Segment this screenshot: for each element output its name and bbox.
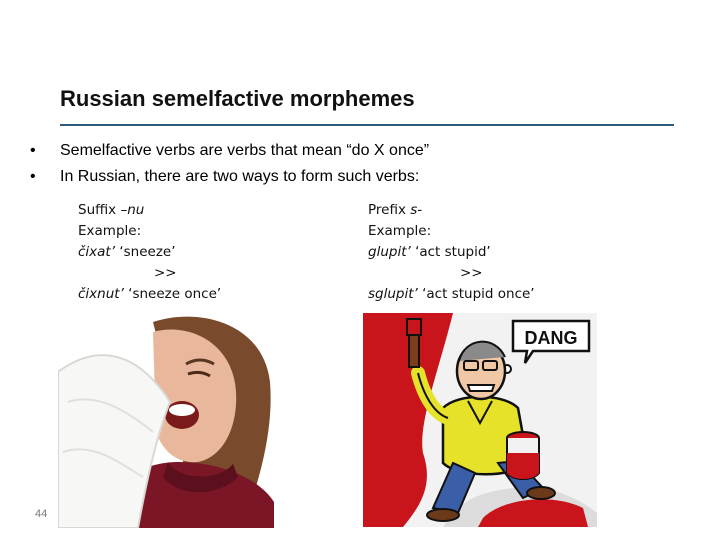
base-example (78, 242, 221, 263)
derived-gloss: ‘sneeze once’ (123, 286, 222, 302)
heading-text: Suffix (78, 202, 121, 218)
example-label: Example: (78, 223, 142, 239)
base-gloss: ‘sneeze’ (115, 244, 176, 260)
base-gloss: ‘act stupid’ (410, 244, 491, 260)
cartoon-painter-image (363, 313, 597, 527)
bullet-marker: • (30, 142, 36, 159)
base-verb: glupit’ (368, 244, 411, 260)
sneezing-woman-image (58, 312, 274, 528)
bullet-marker: • (30, 168, 36, 185)
page-number: 44 (35, 508, 48, 520)
derived-verb: čixnut’ (78, 286, 124, 302)
title-divider (60, 124, 674, 126)
example-label: Example: (368, 223, 432, 239)
derived-example (78, 284, 221, 305)
derived-example (368, 284, 535, 305)
derivation-arrow: >> (154, 265, 177, 281)
heading-morpheme: s- (410, 202, 423, 218)
bullet-text: Semelfactive verbs are verbs that mean “do X once” (60, 142, 430, 159)
derived-gloss: ‘act stupid once’ (417, 286, 535, 302)
derived-verb: sglupit’ (368, 286, 418, 302)
prefix-column (368, 200, 535, 305)
heading-morpheme: –nu (120, 202, 145, 218)
derivation-arrow: >> (460, 265, 483, 281)
slide-title: Russian semelfactive morphemes (60, 86, 415, 111)
heading-text: Prefix (368, 202, 411, 218)
bullet-text: In Russian, there are two ways to form such verbs: (60, 168, 420, 185)
prefix-heading (368, 200, 535, 221)
suffix-heading (78, 200, 221, 221)
base-example (368, 242, 535, 263)
cartoon-speech-text: DANG (524, 328, 578, 348)
base-verb: čixat’ (78, 244, 116, 260)
suffix-column (78, 200, 221, 305)
